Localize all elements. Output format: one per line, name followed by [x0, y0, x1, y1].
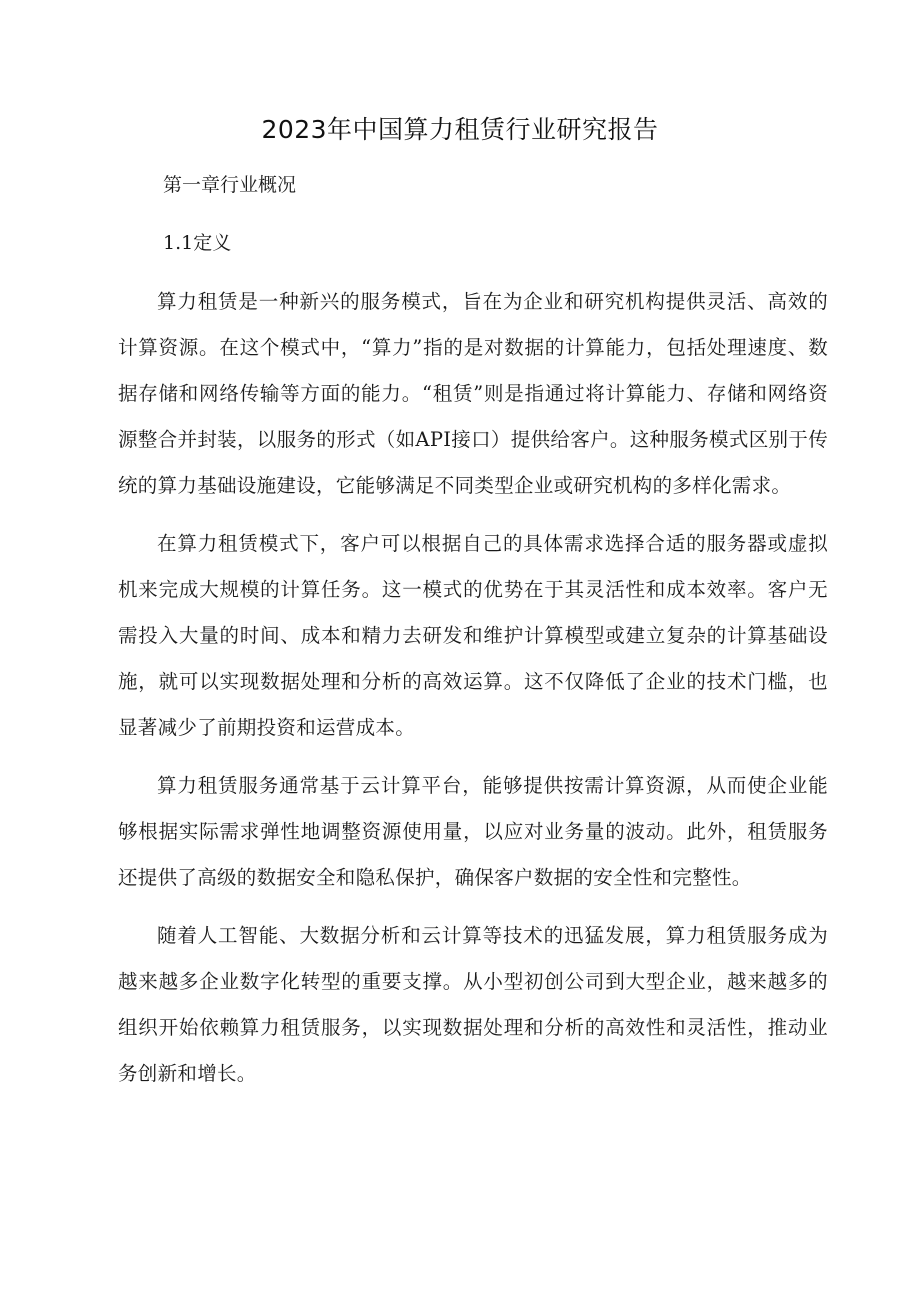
paragraph: 算力租赁服务通常基于云计算平台，能够提供按需计算资源，从而使企业能够根据实际需求弹性地调整资源使用量，以应对业务量的波动。此外，租赁服务还提供了高级的数据安全和隐私保护，确保客户数据的安全性和完整性。	[118, 774, 828, 889]
paragraph: 在算力租赁模式下，客户可以根据自己的具体需求选择合适的服务器或虚拟机来完成大规模的计算任务。这一模式的优势在于其灵活性和成本效率。客户无需投入大量的时间、成本和精力去研发和维护计算模型或建立复杂的计算基础设施，就可以实现数据处理和分析的高效运算。这不仅降低了企业的技术门槛，也显著减少了前期投资和运营成本。	[118, 532, 828, 739]
section-heading: 1.1定义	[163, 232, 232, 254]
document-title: 2023年中国算力租赁行业研究报告	[261, 115, 659, 144]
paragraph: 随着人工智能、大数据分析和云计算等技术的迅猛发展，算力租赁服务成为越来越多企业数字化转型的重要支撑。从小型初创公司到大型企业，越来越多的组织开始依赖算力租赁服务，以实现数据处理和分析的高效性和灵活性，推动业务创新和增长。	[118, 924, 828, 1085]
document-body	[118, 279, 828, 1109]
paragraph: 算力租赁是一种新兴的服务模式，旨在为企业和研究机构提供灵活、高效的计算资源。在这个模式中，“算力”指的是对数据的计算能力，包括处理速度、数据存储和网络传输等方面的能力。“租赁”则是指通过将计算能力、存储和网络资源整合并封装，以服务的形式（如API接口）提供给客户。这种服务模式区别于传统的算力基础设施建设，它能够满足不同类型企业或研究机构的多样化需求。	[118, 290, 828, 497]
chapter-heading: 第一章行业概况	[163, 174, 297, 196]
